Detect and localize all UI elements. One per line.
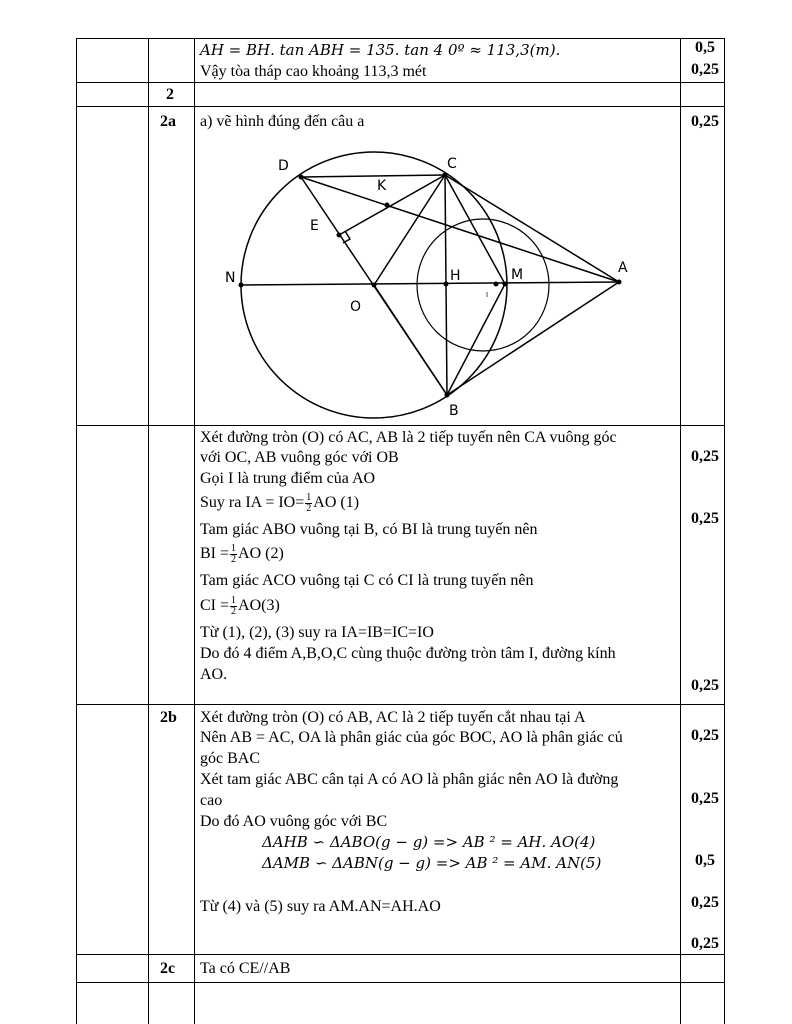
label-n: N xyxy=(225,270,236,286)
line-ba xyxy=(447,282,619,395)
proof-line-text: AO (1) xyxy=(313,494,360,511)
label-o: O xyxy=(350,299,362,315)
circle-i xyxy=(417,219,549,351)
line-dc xyxy=(301,175,445,177)
proof-line: Tam giác ACO vuông tại C có CI là trung tuyến nên xyxy=(200,572,534,589)
proof-line: Do đó 4 điểm A,B,O,C cùng thuộc đường tròn tâm I, đường kính xyxy=(200,645,616,662)
conclusion-text: Vậy tòa tháp cao khoảng 113,3 mét xyxy=(200,63,427,80)
fraction-half: $\frac{1}{2}$ xyxy=(306,491,312,514)
label-h: H xyxy=(450,268,461,284)
table-border-left xyxy=(76,38,77,1024)
similarity-formula: ΔAMB ∽ ΔABN(g − g) => AB ² = AM. AN(5) xyxy=(262,854,602,872)
proof-line: Xét đường tròn (O) có AC, AB là 2 tiếp tuyến nên CA vuông góc xyxy=(200,429,617,446)
proof-line: AO. xyxy=(200,666,228,683)
proof-line: cao xyxy=(200,792,223,809)
score: 0,25 xyxy=(691,677,719,694)
line-ce xyxy=(339,175,445,235)
row-divider xyxy=(76,982,725,983)
proof-line-text: AO (2) xyxy=(238,545,284,562)
proof-line xyxy=(200,543,284,565)
line-ca xyxy=(445,175,619,282)
question-label: 2a xyxy=(160,113,176,130)
proof-line: Xét đường tròn (O) có AB, AC là 2 tiếp tuyến cắt nhau tại A xyxy=(200,709,586,726)
similarity-formula: ΔAHB ∽ ΔABO(g − g) => AB ² = AH. AO(4) xyxy=(262,833,596,851)
formula-ah: AH = BH. tan ABH = 135. tan 4 0º ≈ 113,3(m). xyxy=(200,41,561,59)
label-k: K xyxy=(377,178,387,194)
score: 0,25 xyxy=(691,894,719,911)
proof-line-text: AO(3) xyxy=(238,597,280,614)
proof-line: Nên AB = AC, OA là phân giác của góc BOC, AO là phân giác củ xyxy=(200,729,623,746)
row-divider xyxy=(76,106,725,107)
line-na xyxy=(241,282,619,285)
row-divider xyxy=(76,704,725,705)
label-c: C xyxy=(447,156,457,172)
proof-line-text: CI = xyxy=(200,597,230,614)
proof-line-text: Suy ra IA = IO= xyxy=(200,494,305,511)
score: 0,25 xyxy=(691,61,719,78)
score: 0,5 xyxy=(695,39,715,56)
label-b: B xyxy=(449,403,459,419)
question-label: 2 xyxy=(166,86,174,103)
part-a-text: a) vẽ hình đúng đến câu a xyxy=(200,113,365,130)
conclusion-text: Từ (4) và (5) suy ra AM.AN=AH.AO xyxy=(200,898,441,915)
table-border-top xyxy=(76,38,725,39)
score: 0,25 xyxy=(691,935,719,952)
proof-line: Từ (1), (2), (3) suy ra IA=IB=IC=IO xyxy=(200,624,434,641)
label-m: M xyxy=(511,267,524,283)
fraction-half: $\frac{1}{2}$ xyxy=(231,594,237,617)
question-label: 2c xyxy=(160,960,176,977)
score: 0,25 xyxy=(691,113,719,130)
score: 0,25 xyxy=(691,510,719,527)
question-label: 2b xyxy=(160,709,177,726)
proof-line xyxy=(200,595,280,617)
score: 0,25 xyxy=(691,727,719,744)
fraction-half: $\frac{1}{2}$ xyxy=(231,542,237,565)
table-col-divider-2 xyxy=(194,38,195,1024)
label-d: D xyxy=(278,158,289,174)
line-ob xyxy=(374,285,447,395)
proof-line-text: BI = xyxy=(200,545,230,562)
proof-line: Tam giác ABO vuông tại B, có BI là trung tuyến nên xyxy=(200,521,538,538)
table-border-right xyxy=(724,38,725,1024)
table-col-divider-1 xyxy=(148,38,149,1024)
proof-line: góc BAC xyxy=(200,750,260,767)
proof-line: Xét tam giác ABC cân tại A có AO là phân giác nên AO là đường xyxy=(200,771,619,788)
part-c-text: Ta có CE//AB xyxy=(200,960,291,977)
proof-line xyxy=(200,492,359,514)
proof-line: với OC, AB vuông góc với OB xyxy=(200,449,399,466)
label-i: I xyxy=(486,291,489,299)
row-divider xyxy=(76,954,725,955)
label-a: A xyxy=(618,260,628,276)
proof-line: Gọi I là trung điểm của AO xyxy=(200,470,376,487)
score: 0,25 xyxy=(691,448,719,465)
table-col-divider-3 xyxy=(680,38,681,1024)
label-e: E xyxy=(310,218,319,234)
score: 0,5 xyxy=(695,852,715,869)
row-divider xyxy=(76,82,725,83)
geometry-figure xyxy=(200,148,670,423)
score: 0,25 xyxy=(691,790,719,807)
line-bm xyxy=(447,284,505,395)
row-divider xyxy=(76,425,725,426)
proof-line: Do đó AO vuông góc với BC xyxy=(200,813,388,830)
